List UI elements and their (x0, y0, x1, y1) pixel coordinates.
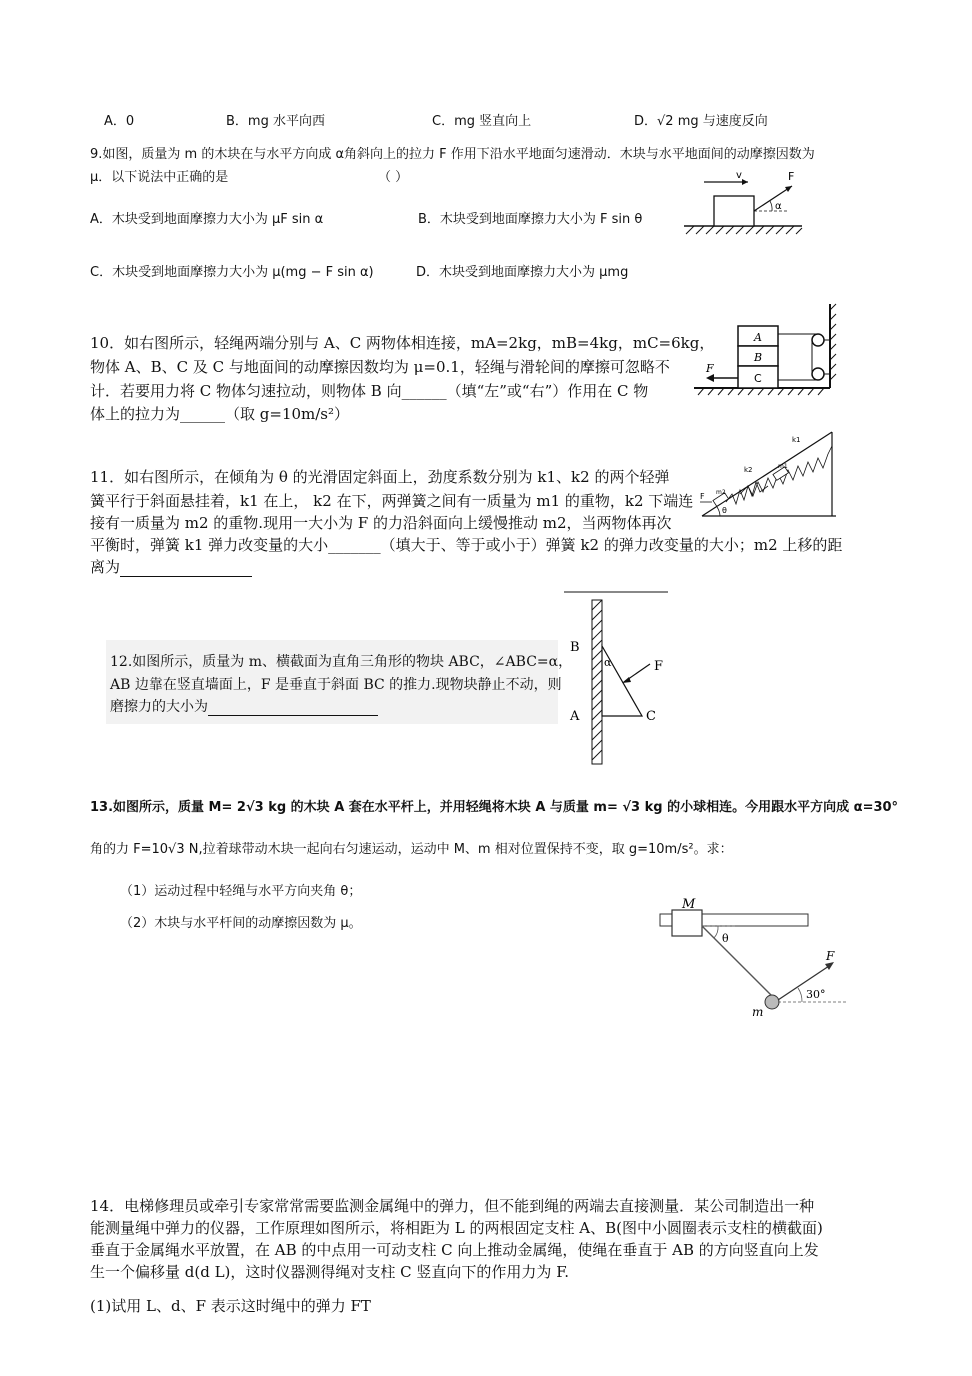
q8-option-b: B．mg 水平向西 (226, 114, 325, 129)
q8-option-a: A．0 (104, 114, 135, 129)
q11-spring-k2 (726, 482, 768, 504)
q9-answer-paren: （ ） (378, 170, 409, 185)
q13-rope (702, 926, 772, 996)
q11-label-k2: k2 (744, 466, 753, 474)
q11-figure (696, 424, 840, 520)
q11-line1: 11．如右图所示，在倾角为 θ 的光滑固定斜面上，劲度系数分别为 k1、k2 的两个轻弹 (90, 468, 670, 486)
q9-option-a: A．木块受到地面摩擦力大小为 μF sin α (90, 212, 324, 227)
q13-label-angle: 30° (806, 988, 826, 1001)
q8-option-d: D．√2 mg 与速度反向 (634, 114, 768, 129)
q13-sub2: （2）木块与水平杆间的动摩擦因数为 μ。 (120, 916, 362, 931)
q10-line2: 物体 A、B、C 及 C 与地面间的动摩擦因数均为 μ=0.1，轻绳与滑轮间的摩擦可忽略不 (90, 358, 670, 376)
q10-label-b: B (754, 351, 763, 364)
q12-label-a: A (570, 709, 580, 724)
q13-block-m (672, 910, 702, 936)
q10-figure (690, 300, 840, 400)
q13-sub1: （1）运动过程中轻绳与水平方向夹角 θ； (120, 884, 362, 899)
q9-figure (676, 166, 806, 240)
q10-pulley-top (812, 334, 824, 346)
q13-label-F: F (826, 949, 835, 963)
q13-label-M: M (682, 897, 696, 912)
q11-line4: 平衡时，弹簧 k1 弹力改变量的大小_______（填大于、等于或小于）弹簧 k2 的弹力改变量的大小；m2 上移的距 (90, 536, 843, 554)
q8-option-c: C．mg 竖直向上 (432, 114, 532, 129)
q11-label-f: F (700, 492, 705, 501)
q12-line2: AB 边靠在竖直墙面上，F 是垂直于斜面 BC 的推力.现物块静止不动，则 (110, 677, 562, 693)
q13-label-theta: θ (722, 932, 729, 945)
q14-line2: 能测量绳中弹力的仪器，工作原理如图所示，将相距为 L 的两根固定支柱 A、B(图中小圆圈表示支柱的横截面) (90, 1219, 823, 1237)
q12-label-b: B (570, 640, 580, 655)
q9-ground-hatch (686, 226, 802, 234)
q11-line5 (90, 556, 252, 577)
q14-line1: 14．电梯修理员或牵引专家常常需要监测金属绳中的弹力，但不能到绳的两端去直接测量．某公司制造出一种 (90, 1197, 815, 1215)
q12-line1: 12.如图所示，质量为 m、横截面为直角三角形的物块 ABC，∠ABC=α， (110, 654, 573, 670)
q11-line2: 簧平行于斜面悬挂着，k1 在上， k2 在下，两弹簧之间有一质量为 m1 的重物，k2 下端连 (90, 492, 694, 510)
q11-answer-blank (120, 558, 252, 577)
q10-pulley-bottom (812, 368, 824, 380)
q14-line3: 垂直于金属绳水平放置，在 AB 的中点用一可动支柱 C 向上推动金属绳，使绳在垂直于 AB 的方向竖直向上发 (90, 1241, 819, 1259)
q9-stem-line1: 9.如图，质量为 m 的木块在与水平方向成 α角斜向上的拉力 F 作用下沿水平地面匀速滑动．木块与水平地面间的动摩擦因数为 (90, 147, 815, 162)
q9-force-arrow (754, 186, 792, 211)
q13-line1: 13.如图所示，质量 M= 2√3 kg 的木块 A 套在水平杆上，并用轻绳将木块 A 与质量 m= √3 kg 的小球相连。今用跟水平方向成 α=30° (90, 800, 899, 815)
q11-label-m1: m1 (778, 463, 788, 470)
q12-label-alpha: α (604, 656, 612, 669)
q13-ball (765, 995, 779, 1009)
q12-label-f: F (654, 659, 664, 674)
q11-line3: 接有一质量为 m2 的重物.现用一大小为 F 的力沿斜面向上缓慢推动 m2，当两物体再次 (90, 514, 672, 532)
q10-line4: 体上的拉力为______（取 g=10m/s²） (90, 405, 350, 423)
q9-label-f: F (788, 170, 795, 183)
q13-label-m: m (752, 1005, 764, 1019)
q10-label-a: A (754, 331, 762, 344)
q11-line5-text: 离为 (90, 558, 121, 576)
q10-line1: 10．如右图所示，轻绳两端分别与 A、C 两物体相连接，mA=2kg，mB=4kg，mC=6kg， (90, 334, 715, 352)
q9-option-c: C．木块受到地面摩擦力大小为 μ(mg − F sin α) (90, 265, 374, 280)
q14-sub1: (1)试用 L、d、F 表示这时绳中的弹力 FT (90, 1297, 371, 1315)
q11-label-theta: θ (722, 506, 727, 515)
q12-label-c: C (646, 709, 656, 724)
q9-label-alpha: α (775, 201, 782, 212)
q9-stem-line2: μ．以下说法中正确的是 (90, 170, 229, 185)
q9-option-b: B．木块受到地面摩擦力大小为 F sin θ (418, 212, 643, 227)
q12-line3 (110, 696, 378, 716)
q13-figure (656, 892, 850, 1024)
q10-label-c: C (754, 372, 762, 385)
q12-answer-blank (208, 699, 378, 716)
q9-label-v: v (736, 170, 742, 181)
q9-option-d: D．木块受到地面摩擦力大小为 μmg (416, 265, 629, 280)
q12-figure (556, 584, 676, 768)
q11-label-m2: m2 (716, 489, 726, 496)
q14-line4: 生一个偏移量 d(d L)，这时仪器测得绳对支柱 C 竖直向下的作用力为 F. (90, 1263, 570, 1281)
q13-line2: 角的力 F=10√3 N,拉着球带动木块一起向右匀速运动，运动中 M、m 相对位置保持不变，取 g=10m/s²。求： (90, 842, 733, 857)
q10-label-f: F (706, 362, 714, 375)
q10-line3: 计．若要用力将 C 物体匀速拉动，则物体 B 向______（填“左”或“右”）作用在 C 物 (90, 382, 649, 400)
q11-label-k1: k1 (792, 436, 801, 444)
q9-block (714, 196, 754, 226)
q12-line3-text: 磨擦力的大小为 (110, 699, 208, 715)
